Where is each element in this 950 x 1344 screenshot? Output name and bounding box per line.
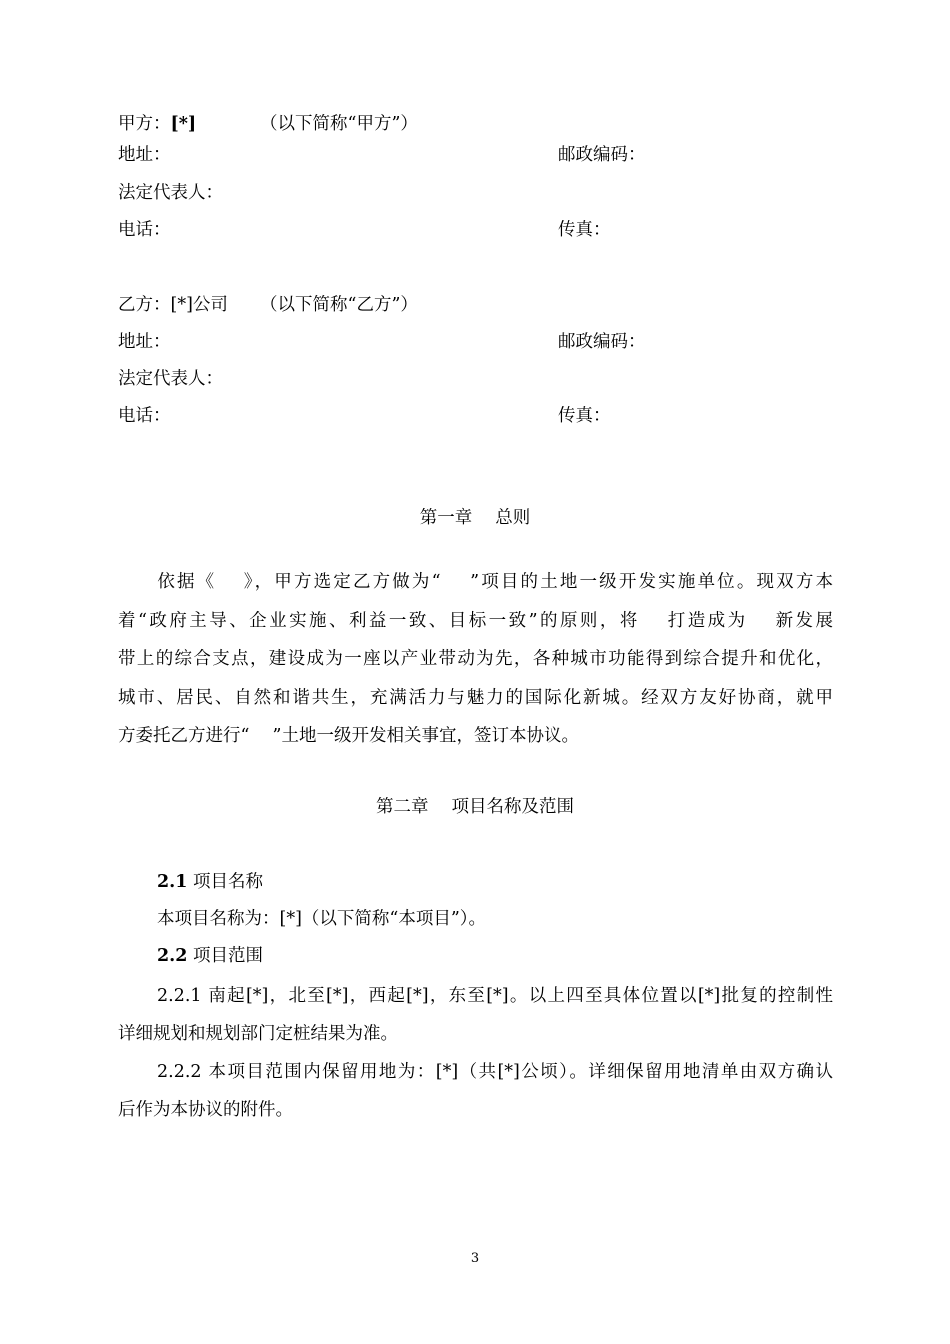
party-a-label: 甲方： xyxy=(118,114,171,134)
party-a-postcode-label: 邮政编码： xyxy=(558,145,646,165)
page-number: 3 xyxy=(470,1251,480,1266)
section-2-1-title: 项目名称 xyxy=(187,872,264,892)
party-a-address-label: 地址： xyxy=(118,145,171,165)
section-2-1-number: 2.1 xyxy=(157,872,188,892)
chapter1-line: 着“政府主导、企业实施、利益一致、目标一致”的原则，将 打造成为 新发展 xyxy=(118,610,833,631)
party-a-alias: （以下简称“甲方”） xyxy=(260,114,418,134)
party-a-name: [*] xyxy=(170,114,197,134)
party-a-phone-label: 电话： xyxy=(118,220,171,240)
section-2-2-number: 2.2 xyxy=(157,946,188,966)
section-2-2-heading xyxy=(157,948,263,966)
party-b-rep-label: 法定代表人： xyxy=(118,369,223,389)
section-2-2-title: 项目范围 xyxy=(187,946,264,966)
chapter2-title: 第二章 项目名称及范围 xyxy=(375,797,575,817)
clause-2-2-1-cont xyxy=(118,1015,833,1053)
party-a-fax-label: 传真： xyxy=(558,220,611,240)
party-b-label: 乙方： xyxy=(118,295,171,315)
party-b-phone-label: 电话： xyxy=(118,406,171,426)
clause-2-2-1-line: 详细规划和规划部门定桩结果为准。 xyxy=(118,1024,398,1044)
chapter1-line: 方委托乙方进行“ ”土地一级开发相关事宜，签订本协议。 xyxy=(118,726,579,746)
party-b-postcode-label: 邮政编码： xyxy=(558,332,646,352)
party-b-fax-label: 传真： xyxy=(558,406,611,426)
party-b-name: [*]公司 xyxy=(170,295,228,315)
clause-2-2-2-line: 2.2.2 本项目范围内保留用地为：[*]（共[*]公顷）。详细保留用地清单由双方确认 xyxy=(157,1062,833,1082)
party-a-line xyxy=(118,116,196,134)
clause-2-2-2 xyxy=(157,1053,833,1091)
party-b-address-label: 地址： xyxy=(118,332,171,352)
party-b-line xyxy=(118,297,228,315)
party-b-alias: （以下简称“乙方”） xyxy=(260,295,418,315)
clause-2-2-1-line: 2.2.1 南起[*]，北至[*]，西起[*]，东至[*]。以上四至具体位置以[*]批复的控制性 xyxy=(157,986,833,1006)
chapter1-paragraph xyxy=(118,563,833,756)
clause-2-2-2-cont xyxy=(118,1091,833,1129)
chapter1-line: 带上的综合支点，建设成为一座以产业带动为先，各种城市功能得到综合提升和优化， xyxy=(118,649,833,669)
section-2-1-body: 本项目名称为：[*]（以下简称“本项目”）。 xyxy=(157,909,487,929)
clause-2-2-1 xyxy=(157,977,833,1015)
chapter1-line: 依据《 》，甲方选定乙方做为“ ”项目的土地一级开发实施单位。现双方本 xyxy=(118,572,833,592)
party-a-rep-label: 法定代表人： xyxy=(118,183,223,203)
clause-2-2-2-line: 后作为本协议的附件。 xyxy=(118,1100,293,1120)
chapter1-title: 第一章 总则 xyxy=(419,508,531,528)
section-2-1-heading xyxy=(157,874,263,892)
chapter1-line: 城市、居民、自然和谐共生，充满活力与魅力的国际化新城。经双方友好协商，就甲 xyxy=(118,687,833,708)
